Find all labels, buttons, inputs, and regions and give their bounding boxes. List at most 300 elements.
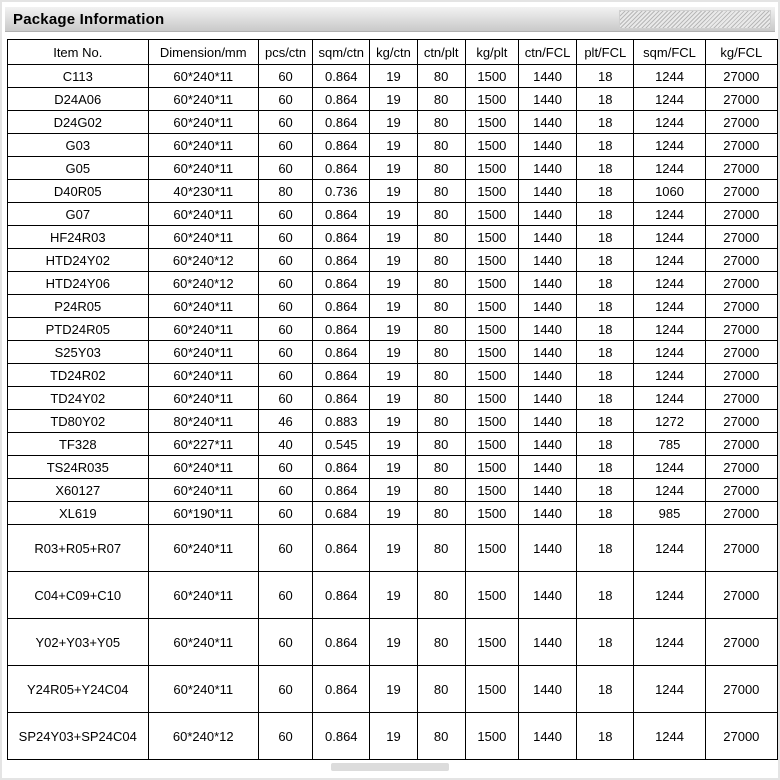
column-header: Item No. — [8, 40, 149, 65]
table-row — [8, 479, 778, 502]
data-cell: 1244 — [634, 456, 705, 479]
data-cell: 1440 — [518, 456, 576, 479]
data-cell: 0.864 — [313, 111, 370, 134]
data-cell: 60*240*11 — [148, 572, 258, 619]
data-cell: 19 — [370, 318, 417, 341]
data-cell: 80 — [417, 249, 465, 272]
data-cell: 27000 — [705, 666, 777, 713]
data-cell: 27000 — [705, 203, 777, 226]
data-cell: 18 — [577, 479, 634, 502]
data-cell: 19 — [370, 525, 417, 572]
table-row — [8, 318, 778, 341]
data-cell: 0.864 — [313, 387, 370, 410]
package-table — [7, 39, 778, 760]
header-row — [8, 40, 778, 65]
table-row — [8, 525, 778, 572]
data-cell: 1500 — [465, 65, 518, 88]
data-cell: 80 — [417, 525, 465, 572]
data-cell: 19 — [370, 433, 417, 456]
item-no-cell: D40R05 — [8, 180, 149, 203]
data-cell: 1440 — [518, 134, 576, 157]
column-header: kg/ctn — [370, 40, 417, 65]
data-cell: 1500 — [465, 157, 518, 180]
data-cell: 27000 — [705, 572, 777, 619]
table-row — [8, 666, 778, 713]
data-cell: 1500 — [465, 387, 518, 410]
data-cell: 80 — [417, 226, 465, 249]
data-cell: 1272 — [634, 410, 705, 433]
data-cell: 18 — [577, 157, 634, 180]
data-cell: 18 — [577, 713, 634, 760]
data-cell: 1440 — [518, 479, 576, 502]
item-no-cell: PTD24R05 — [8, 318, 149, 341]
table-row — [8, 203, 778, 226]
table-row — [8, 433, 778, 456]
data-cell: 18 — [577, 295, 634, 318]
data-cell: 18 — [577, 525, 634, 572]
data-cell: 18 — [577, 364, 634, 387]
data-cell: 18 — [577, 226, 634, 249]
data-cell: 1440 — [518, 65, 576, 88]
data-cell: 18 — [577, 203, 634, 226]
table-row — [8, 272, 778, 295]
data-cell: 0.864 — [313, 456, 370, 479]
data-cell: 985 — [634, 502, 705, 525]
data-cell: 1500 — [465, 364, 518, 387]
data-cell: 1500 — [465, 410, 518, 433]
data-cell: 60*240*11 — [148, 525, 258, 572]
data-cell: 80 — [417, 387, 465, 410]
item-no-cell: Y24R05+Y24C04 — [8, 666, 149, 713]
data-cell: 80 — [417, 433, 465, 456]
item-no-cell: HF24R03 — [8, 226, 149, 249]
data-cell: 27000 — [705, 157, 777, 180]
data-cell: 60 — [258, 713, 312, 760]
data-cell: 1244 — [634, 666, 705, 713]
data-cell: 1244 — [634, 713, 705, 760]
item-no-cell: TD80Y02 — [8, 410, 149, 433]
data-cell: 80 — [417, 134, 465, 157]
data-cell: 0.883 — [313, 410, 370, 433]
data-cell: 80 — [417, 157, 465, 180]
data-cell: 60*240*11 — [148, 479, 258, 502]
data-cell: 1440 — [518, 203, 576, 226]
item-no-cell: C04+C09+C10 — [8, 572, 149, 619]
item-no-cell: R03+R05+R07 — [8, 525, 149, 572]
data-cell: 1244 — [634, 572, 705, 619]
data-cell: 80 — [417, 65, 465, 88]
data-cell: 80 — [417, 341, 465, 364]
data-cell: 27000 — [705, 387, 777, 410]
data-cell: 60*240*11 — [148, 65, 258, 88]
data-cell: 27000 — [705, 619, 777, 666]
data-cell: 1440 — [518, 410, 576, 433]
data-cell: 19 — [370, 341, 417, 364]
data-cell: 80 — [417, 502, 465, 525]
data-cell: 1500 — [465, 666, 518, 713]
data-cell: 1500 — [465, 295, 518, 318]
data-cell: 18 — [577, 666, 634, 713]
data-cell: 80*240*11 — [148, 410, 258, 433]
column-header: kg/plt — [465, 40, 518, 65]
data-cell: 0.864 — [313, 65, 370, 88]
data-cell: 1060 — [634, 180, 705, 203]
table-row — [8, 180, 778, 203]
item-no-cell: Y02+Y03+Y05 — [8, 619, 149, 666]
data-cell: 60 — [258, 456, 312, 479]
data-cell: 1440 — [518, 666, 576, 713]
data-cell: 19 — [370, 502, 417, 525]
column-header: ctn/plt — [417, 40, 465, 65]
data-cell: 1244 — [634, 295, 705, 318]
data-cell: 27000 — [705, 341, 777, 364]
data-cell: 1440 — [518, 433, 576, 456]
data-cell: 60*240*11 — [148, 666, 258, 713]
data-cell: 18 — [577, 619, 634, 666]
data-cell: 1244 — [634, 157, 705, 180]
data-cell: 1440 — [518, 318, 576, 341]
data-cell: 27000 — [705, 134, 777, 157]
data-cell: 46 — [258, 410, 312, 433]
data-cell: 60*240*11 — [148, 364, 258, 387]
data-cell: 80 — [417, 295, 465, 318]
table-row — [8, 387, 778, 410]
table-row — [8, 134, 778, 157]
data-cell: 1500 — [465, 341, 518, 364]
data-cell: 19 — [370, 203, 417, 226]
data-cell: 1244 — [634, 134, 705, 157]
table-row — [8, 502, 778, 525]
page-title: Package Information — [13, 10, 165, 28]
data-cell: 1440 — [518, 387, 576, 410]
data-cell: 27000 — [705, 180, 777, 203]
item-no-cell: SP24Y03+SP24C04 — [8, 713, 149, 760]
item-no-cell: S25Y03 — [8, 341, 149, 364]
data-cell: 19 — [370, 666, 417, 713]
data-cell: 80 — [417, 572, 465, 619]
data-cell: 0.864 — [313, 666, 370, 713]
column-header: sqm/ctn — [313, 40, 370, 65]
data-cell: 1500 — [465, 203, 518, 226]
table-row — [8, 456, 778, 479]
data-cell: 60*240*11 — [148, 456, 258, 479]
data-cell: 18 — [577, 502, 634, 525]
column-header: kg/FCL — [705, 40, 777, 65]
data-cell: 60*240*11 — [148, 157, 258, 180]
table-row — [8, 364, 778, 387]
data-cell: 60*240*11 — [148, 134, 258, 157]
data-cell: 60 — [258, 525, 312, 572]
data-cell: 19 — [370, 249, 417, 272]
data-cell: 1244 — [634, 203, 705, 226]
data-cell: 1500 — [465, 433, 518, 456]
data-cell: 80 — [417, 619, 465, 666]
data-cell: 1244 — [634, 318, 705, 341]
data-cell: 19 — [370, 272, 417, 295]
data-cell: 80 — [417, 203, 465, 226]
data-cell: 0.864 — [313, 226, 370, 249]
data-cell: 1440 — [518, 272, 576, 295]
data-cell: 1244 — [634, 65, 705, 88]
data-cell: 1440 — [518, 713, 576, 760]
data-cell: 1440 — [518, 572, 576, 619]
data-cell: 0.864 — [313, 713, 370, 760]
data-cell: 18 — [577, 387, 634, 410]
data-cell: 80 — [417, 180, 465, 203]
item-no-cell: P24R05 — [8, 295, 149, 318]
data-cell: 1440 — [518, 180, 576, 203]
item-no-cell: TS24R035 — [8, 456, 149, 479]
data-cell: 27000 — [705, 433, 777, 456]
hatch-pattern-icon — [619, 10, 771, 29]
data-cell: 1440 — [518, 295, 576, 318]
data-cell: 1440 — [518, 157, 576, 180]
data-cell: 18 — [577, 433, 634, 456]
data-cell: 80 — [417, 111, 465, 134]
data-cell: 1244 — [634, 111, 705, 134]
item-no-cell: HTD24Y06 — [8, 272, 149, 295]
table-row — [8, 249, 778, 272]
data-cell: 1244 — [634, 364, 705, 387]
item-no-cell: G07 — [8, 203, 149, 226]
item-no-cell: G05 — [8, 157, 149, 180]
data-cell: 27000 — [705, 272, 777, 295]
data-cell: 60*240*11 — [148, 111, 258, 134]
column-header: ctn/FCL — [518, 40, 576, 65]
data-cell: 1500 — [465, 479, 518, 502]
table-row — [8, 341, 778, 364]
data-cell: 60 — [258, 295, 312, 318]
data-cell: 60 — [258, 134, 312, 157]
data-cell: 60 — [258, 572, 312, 619]
data-cell: 27000 — [705, 364, 777, 387]
data-cell: 60*240*11 — [148, 387, 258, 410]
data-cell: 18 — [577, 134, 634, 157]
data-cell: 80 — [417, 272, 465, 295]
data-cell: 19 — [370, 157, 417, 180]
data-cell: 60*240*11 — [148, 203, 258, 226]
data-cell: 0.684 — [313, 502, 370, 525]
data-cell: 1244 — [634, 619, 705, 666]
data-cell: 60 — [258, 502, 312, 525]
data-cell: 27000 — [705, 88, 777, 111]
data-cell: 18 — [577, 180, 634, 203]
data-cell: 60 — [258, 111, 312, 134]
data-cell: 60*240*11 — [148, 88, 258, 111]
table-row — [8, 410, 778, 433]
data-cell: 1500 — [465, 713, 518, 760]
data-cell: 1440 — [518, 88, 576, 111]
data-cell: 1500 — [465, 180, 518, 203]
data-cell: 19 — [370, 572, 417, 619]
data-cell: 19 — [370, 364, 417, 387]
data-cell: 0.864 — [313, 157, 370, 180]
data-cell: 0.864 — [313, 249, 370, 272]
data-cell: 19 — [370, 180, 417, 203]
item-no-cell: TD24R02 — [8, 364, 149, 387]
data-cell: 1244 — [634, 88, 705, 111]
data-cell: 60*240*12 — [148, 249, 258, 272]
data-cell: 60*240*11 — [148, 226, 258, 249]
data-cell: 60 — [258, 666, 312, 713]
data-cell: 0.864 — [313, 341, 370, 364]
data-cell: 0.864 — [313, 525, 370, 572]
data-cell: 0.864 — [313, 318, 370, 341]
data-cell: 27000 — [705, 456, 777, 479]
data-cell: 60*240*12 — [148, 272, 258, 295]
item-no-cell: C113 — [8, 65, 149, 88]
data-cell: 0.545 — [313, 433, 370, 456]
data-cell: 27000 — [705, 410, 777, 433]
data-cell: 80 — [417, 410, 465, 433]
data-cell: 1440 — [518, 502, 576, 525]
data-cell: 80 — [417, 713, 465, 760]
table-row — [8, 619, 778, 666]
data-cell: 0.736 — [313, 180, 370, 203]
data-cell: 0.864 — [313, 364, 370, 387]
data-cell: 27000 — [705, 111, 777, 134]
data-cell: 60 — [258, 88, 312, 111]
data-cell: 27000 — [705, 479, 777, 502]
data-cell: 1500 — [465, 502, 518, 525]
data-cell: 60*240*11 — [148, 619, 258, 666]
table-row — [8, 572, 778, 619]
data-cell: 1500 — [465, 572, 518, 619]
data-cell: 1440 — [518, 341, 576, 364]
data-cell: 18 — [577, 341, 634, 364]
data-cell: 60*240*11 — [148, 295, 258, 318]
data-cell: 60 — [258, 249, 312, 272]
item-no-cell: D24A06 — [8, 88, 149, 111]
column-header: Dimension/mm — [148, 40, 258, 65]
data-cell: 1500 — [465, 456, 518, 479]
data-cell: 0.864 — [313, 572, 370, 619]
data-cell: 785 — [634, 433, 705, 456]
data-cell: 0.864 — [313, 272, 370, 295]
data-cell: 1500 — [465, 111, 518, 134]
data-cell: 80 — [417, 456, 465, 479]
data-cell: 60 — [258, 226, 312, 249]
data-cell: 18 — [577, 410, 634, 433]
data-cell: 1440 — [518, 111, 576, 134]
data-cell: 60 — [258, 272, 312, 295]
data-cell: 1500 — [465, 134, 518, 157]
data-cell: 27000 — [705, 502, 777, 525]
data-cell: 60*227*11 — [148, 433, 258, 456]
data-cell: 60 — [258, 364, 312, 387]
item-no-cell: TD24Y02 — [8, 387, 149, 410]
data-cell: 1440 — [518, 364, 576, 387]
data-cell: 80 — [258, 180, 312, 203]
item-no-cell: X60127 — [8, 479, 149, 502]
data-cell: 1244 — [634, 525, 705, 572]
data-cell: 1440 — [518, 249, 576, 272]
data-cell: 60 — [258, 341, 312, 364]
data-cell: 1244 — [634, 272, 705, 295]
data-cell: 18 — [577, 272, 634, 295]
data-cell: 60 — [258, 318, 312, 341]
data-cell: 1244 — [634, 226, 705, 249]
data-cell: 0.864 — [313, 479, 370, 502]
column-header: sqm/FCL — [634, 40, 705, 65]
data-cell: 80 — [417, 88, 465, 111]
table-row — [8, 713, 778, 760]
bottom-strip — [331, 763, 449, 771]
item-no-cell: G03 — [8, 134, 149, 157]
data-cell: 80 — [417, 479, 465, 502]
item-no-cell: HTD24Y02 — [8, 249, 149, 272]
table-row — [8, 295, 778, 318]
data-cell: 18 — [577, 88, 634, 111]
data-cell: 1244 — [634, 341, 705, 364]
data-cell: 19 — [370, 713, 417, 760]
section-header — [5, 7, 775, 32]
data-cell: 18 — [577, 249, 634, 272]
data-cell: 1244 — [634, 479, 705, 502]
data-cell: 40 — [258, 433, 312, 456]
data-cell: 27000 — [705, 226, 777, 249]
data-cell: 60 — [258, 157, 312, 180]
column-header: pcs/ctn — [258, 40, 312, 65]
data-cell: 60 — [258, 387, 312, 410]
data-cell: 80 — [417, 666, 465, 713]
data-cell: 27000 — [705, 713, 777, 760]
data-cell: 18 — [577, 318, 634, 341]
data-cell: 27000 — [705, 249, 777, 272]
data-cell: 27000 — [705, 65, 777, 88]
data-cell: 1244 — [634, 249, 705, 272]
data-cell: 18 — [577, 572, 634, 619]
data-cell: 60 — [258, 479, 312, 502]
item-no-cell: D24G02 — [8, 111, 149, 134]
data-cell: 1440 — [518, 226, 576, 249]
item-no-cell: XL619 — [8, 502, 149, 525]
data-cell: 1500 — [465, 88, 518, 111]
data-cell: 18 — [577, 456, 634, 479]
data-cell: 19 — [370, 65, 417, 88]
data-cell: 19 — [370, 88, 417, 111]
data-cell: 19 — [370, 387, 417, 410]
data-cell: 19 — [370, 295, 417, 318]
data-cell: 1244 — [634, 387, 705, 410]
data-cell: 19 — [370, 111, 417, 134]
table-row — [8, 157, 778, 180]
data-cell: 1440 — [518, 525, 576, 572]
table-row — [8, 88, 778, 111]
data-cell: 27000 — [705, 525, 777, 572]
data-cell: 19 — [370, 619, 417, 666]
data-cell: 1500 — [465, 226, 518, 249]
data-cell: 19 — [370, 226, 417, 249]
table-row — [8, 226, 778, 249]
data-cell: 27000 — [705, 318, 777, 341]
data-cell: 19 — [370, 410, 417, 433]
data-cell: 0.864 — [313, 134, 370, 157]
data-cell: 1500 — [465, 318, 518, 341]
data-cell: 60 — [258, 65, 312, 88]
table-row — [8, 111, 778, 134]
data-cell: 60*240*12 — [148, 713, 258, 760]
data-cell: 19 — [370, 134, 417, 157]
data-cell: 1440 — [518, 619, 576, 666]
data-cell: 60*190*11 — [148, 502, 258, 525]
data-cell: 60*240*11 — [148, 341, 258, 364]
data-cell: 60 — [258, 619, 312, 666]
data-cell: 18 — [577, 65, 634, 88]
data-cell: 80 — [417, 318, 465, 341]
data-cell: 1500 — [465, 272, 518, 295]
data-cell: 0.864 — [313, 88, 370, 111]
